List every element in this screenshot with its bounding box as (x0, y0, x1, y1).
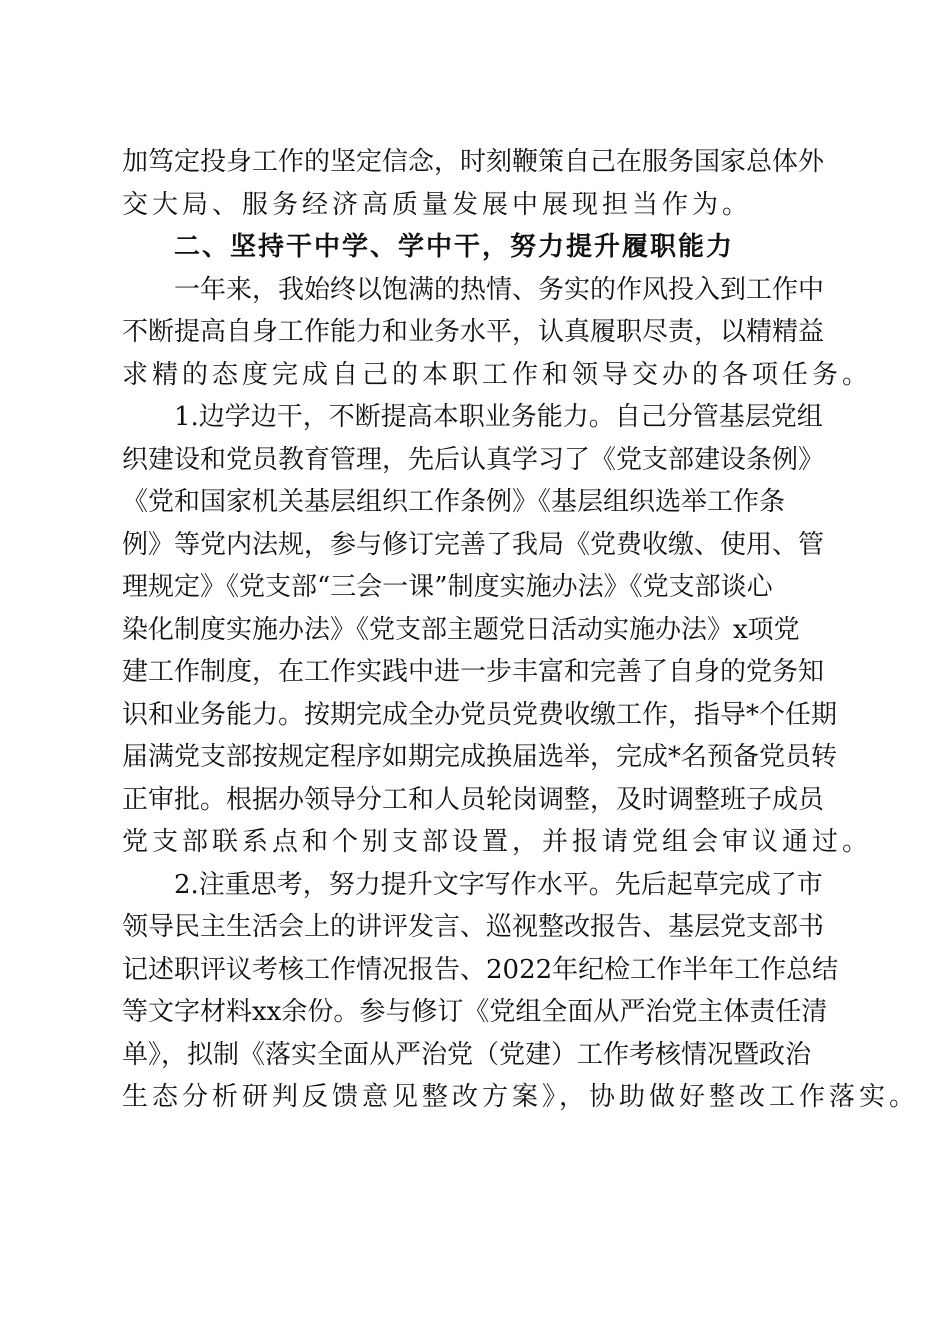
text-line: 正审批。根据办领导分工和人员轮岗调整，及时调整班子成员 (122, 784, 825, 815)
text-line: 求精的态度完成自己的本职工作和领导交办的各项任务。 (122, 359, 873, 390)
text-line: 单》，拟制《落实全面从严治党（党建）工作考核情况暨政治 (122, 1039, 812, 1070)
text-line: 例》等党内法规，参与修订完善了我局《党费收缴、使用、管 (122, 529, 825, 560)
text-line: 染化制度实施办法》《党支部主题党日活动实施办法》x项党 (122, 614, 800, 645)
text-line: 生态分析研判反馈意见整改方案》，协助做好整改工作落实。 (122, 1082, 920, 1112)
text-line: 一年来，我始终以饱满的热情、务实的作风投入到工作中 (174, 274, 825, 305)
text-line: 建工作制度，在工作实践中进一步丰富和完善了自身的党务知 (122, 657, 825, 687)
text-line: 理规定》《党支部“三会一课”制度实施办法》《党支部谈心 (122, 572, 773, 602)
text-line: 等文字材料xx余份。参与修订《党组全面从严治党主体责任清 (122, 997, 828, 1027)
text-line: 织建设和党员教育管理，先后认真学习了《党支部建设条例》 (122, 444, 825, 475)
text-line: 交大局、服务经济高质量发展中展现担当作为。 (122, 189, 753, 220)
text-line: 2.注重思考，努力提升文字写作水平。先后起草完成了市 (174, 869, 823, 900)
text-line: 《党和国家机关基层组织工作条例》《基层组织选举工作条 (122, 487, 786, 517)
text-line: 届满党支部按规定程序如期完成换届选举，完成*名预备党员转 (122, 742, 838, 772)
text-line: 1.边学边干，不断提高本职业务能力。自己分管基层党组 (174, 402, 823, 432)
text-line: 识和业务能力。按期完成全办党员党费收缴工作，指导*个任期 (122, 699, 838, 730)
text-line: 党支部联系点和个别支部设置，并报请党组会审议通过。 (122, 827, 873, 857)
text-line: 不断提高自身工作能力和业务水平，认真履职尽责，以精精益 (122, 317, 825, 347)
document-body (122, 141, 920, 1119)
section-heading: 二、坚持干中学、学中干，努力提升履职能力 (174, 232, 735, 262)
text-line: 记述职评议考核工作情况报告、2022年纪检工作半年工作总结 (122, 954, 839, 985)
text-line: 加笃定投身工作的坚定信念，时刻鞭策自己在服务国家总体外 (122, 147, 825, 177)
text-line: 领导民主生活会上的讲评发言、巡视整改报告、基层党支部书 (122, 912, 825, 942)
